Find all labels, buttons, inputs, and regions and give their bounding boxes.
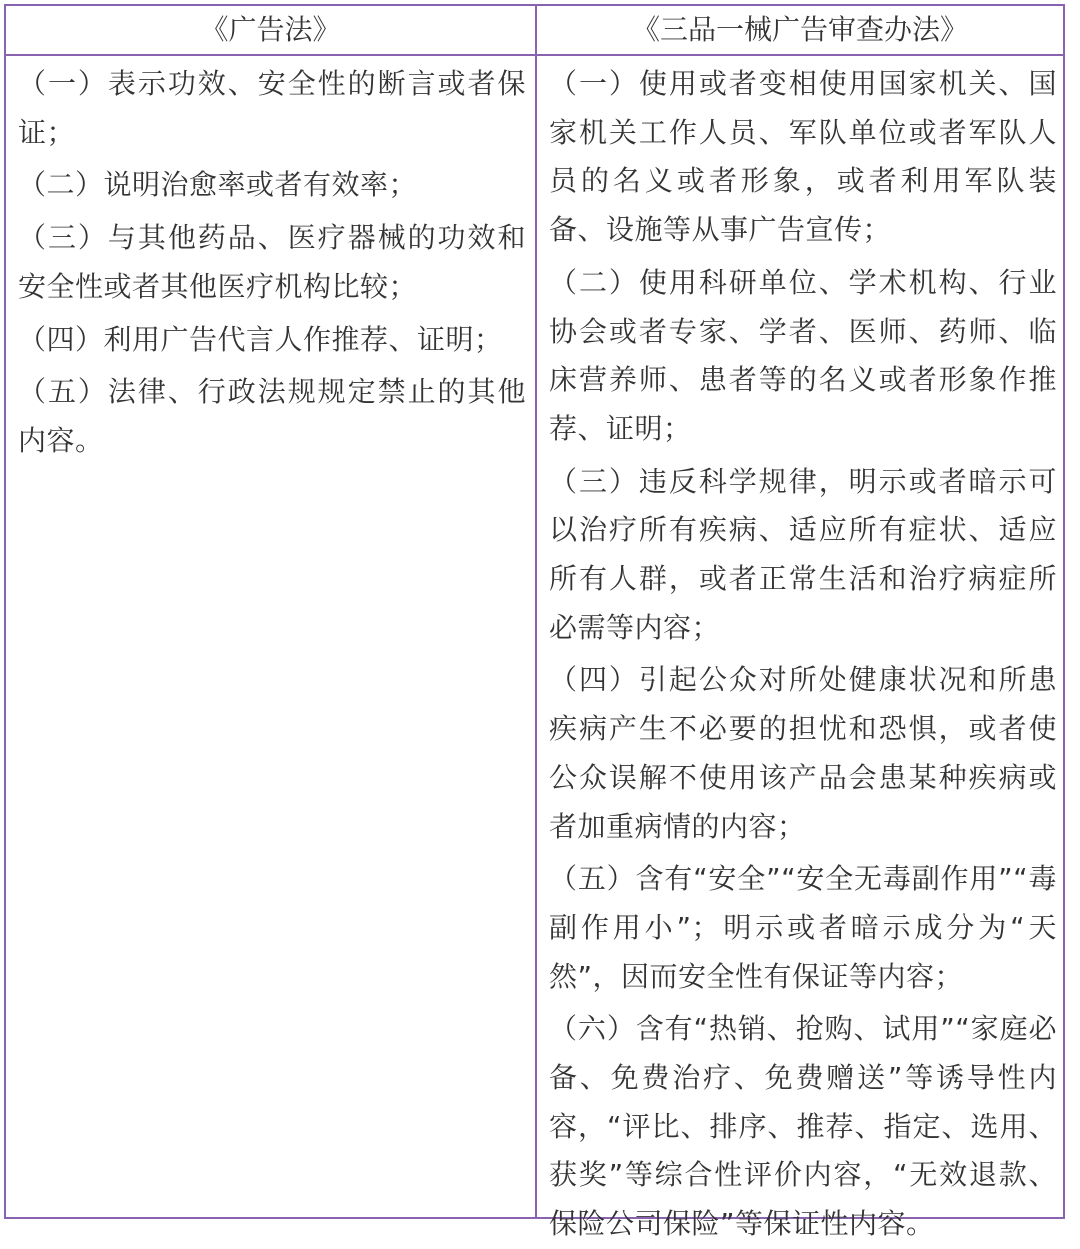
header-advertising-law: 《广告法》 — [200, 13, 341, 46]
comparison-table — [4, 4, 1065, 1241]
right-item-5: （五）含有“安全”“安全无毒副作用”“毒副作用小”；明示或者暗示成分为“天然”，因而安全性有保证等内容； — [549, 862, 1057, 993]
right-item-6: （六）含有“热销、抢购、试用”“家庭必备、免费治疗、免费赠送”等诱导性内容，“评比、排序、推荐、指定、选用、获奖”等综合性评价内容，“无效退款、保险公司保险”等保证性内容。 — [549, 1012, 1057, 1241]
left-item-2: （二）说明治愈率或者有效率； — [18, 168, 418, 202]
right-item-1: （一）使用或者变相使用国家机关、国家机关工作人员、军队单位或者军队人员的名义或者形象，或者利用军队装备、设施等从事广告宣传； — [549, 67, 1057, 247]
header-review-measures: 《三品一械广告审查办法》 — [631, 13, 968, 46]
right-column — [549, 56, 1057, 1241]
right-item-2: （二）使用科研单位、学术机构、行业协会或者专家、学者、医师、药师、临床营养师、患者等的名义或者形象作推荐、证明； — [549, 265, 1057, 445]
left-column — [18, 56, 526, 1217]
left-item-4: （四）利用广告代言人作推荐、证明； — [18, 322, 503, 356]
left-item-3: （三）与其他药品、医疗器械的功效和安全性或者其他医疗机构比较； — [18, 221, 526, 303]
right-item-4: （四）引起公众对所处健康状况和所患疾病产生不必要的担忧和恐惧，或者使公众误解不使用该产品会患某种疾病或者加重病情的内容； — [549, 663, 1057, 843]
left-item-1: （一）表示功效、安全性的断言或者保证； — [18, 67, 526, 149]
column-divider — [535, 6, 537, 1217]
left-item-5: （五）法律、行政法规规定禁止的其他内容。 — [18, 375, 526, 457]
right-item-3: （三）违反科学规律，明示或者暗示可以治疗所有疾病、适应所有症状、适应所有人群，或者正常生活和治疗病症所必需等内容； — [549, 464, 1057, 644]
